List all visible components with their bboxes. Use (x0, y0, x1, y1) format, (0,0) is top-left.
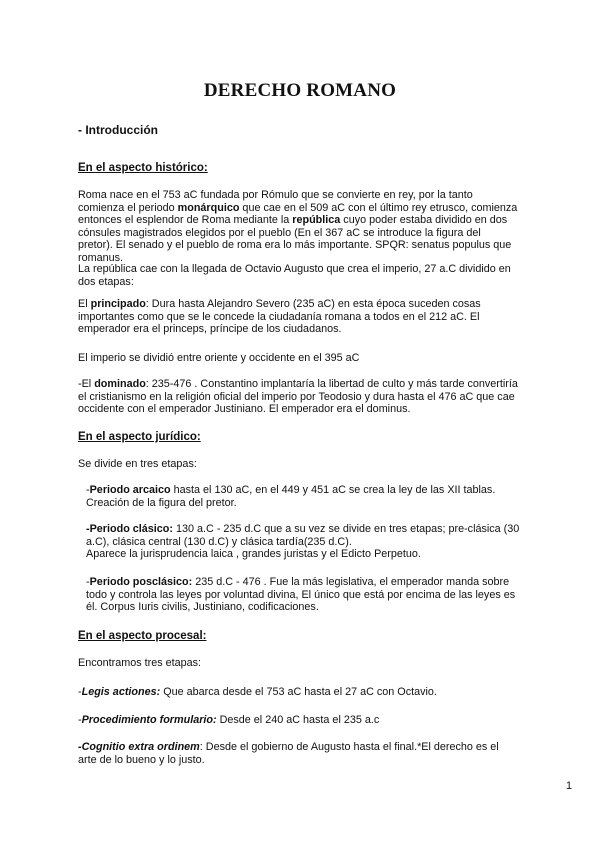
intro-heading: - Introducción (78, 123, 158, 137)
paragraph-historico-2: La república cae con la llegada de Octavio Augusto que crea el imperio, 27 a.C dividido en dos etapas: (78, 263, 511, 288)
paragraph-cognitio: -Cognitio extra ordinem: Desde el gobierno de Augusto hasta el final.*El derecho es el arte de lo bueno y lo justo. (78, 741, 499, 766)
paragraph-arcaico: -Periodo arcaico hasta el 130 aC, en el 449 y 451 aC se crea la ley de las XII tablas. Creación de la figura del pretor. (86, 484, 496, 509)
paragraph-historico-1: Roma nace en el 753 aC fundada por Rómulo que se convierte en rey, por la tanto comienza el periodo monárquico que cae en el 509 aC con el último rey etrusco, comienza entonces el esplendor de Roma mediante la república cuyo poder estaba dividido en dos cónsules magistrados elegidos por el pueblo (En el 367 aC se introduce la figura del pretor). El senado y el pueblo de roma era lo más importante. SPQR: senatus populus que romanus. (78, 189, 518, 264)
paragraph-clasico: -Periodo clásico: 130 a.C - 235 d.C que a su vez se divide en tres etapas; pre-clásica (30 a.C), clásica central (130 d.C) y clásica tardía(235 d.C). Aparece la jurisprudencia laica , grandes juristas y el Edicto Perpetuo. (86, 523, 520, 561)
term-dominado: dominado (94, 378, 146, 390)
page-number: 1 (566, 780, 573, 792)
term-procedimiento-formulario: Procedimiento formulario: (81, 714, 217, 726)
section-heading-procesal: En el aspecto procesal: (78, 630, 207, 642)
term-republica: república (292, 214, 341, 227)
term-cognitio-extra-ordinem: -Cognitio extra ordinem (78, 741, 200, 753)
paragraph-juridico-intro: Se divide en tres etapas: (78, 458, 197, 470)
section-heading-historico: En el aspecto histórico: (78, 162, 208, 174)
paragraph-dominado: -El dominado: 235-476 . Constantino implantaría la libertad de culto y más tarde convertiría el cristianismo en la religión oficial del imperio por Teodosio y dura hasta el 476 aC que cae occidente con el emperador Justiniano. El emperador era el dominus. (78, 378, 518, 416)
paragraph-principado: El principado: Dura hasta Alejandro Severo (235 aC) en esta época suceden cosas importantes como que se le concede la ciudadanía romana a todos en el 212 aC. El emperador era el princeps, príncipe de los ciudadanos. (78, 298, 481, 336)
paragraph-posclasico: -Periodo posclásico: 235 d.C - 476 . Fue la más legislativa, el emperador manda sobre todo y controla las leyes por voluntad divina, El único que está por encima de las leyes es él. Corpus Iuris civilis, Justiniano, codificaciones. (86, 576, 516, 614)
term-periodo-arcaico: Periodo arcaico (89, 484, 171, 496)
section-heading-juridico: En el aspecto jurídico: (78, 431, 201, 443)
paragraph-formulario: -Procedimiento formulario: Desde el 240 aC hasta el 235 a.c (78, 714, 380, 726)
term-periodo-posclasico: Periodo posclásico: (89, 576, 193, 588)
term-legis-actiones: Legis actiones: (81, 686, 161, 698)
term-monarquico: monárquico (177, 201, 240, 214)
term-periodo-clasico: -Periodo clásico: (86, 523, 173, 535)
paragraph-legis-actiones: -Legis actiones: Que abarca desde el 753 aC hasta el 27 aC con Octavio. (78, 686, 437, 698)
term-principado: principado (90, 298, 146, 310)
paragraph-procesal-intro: Encontramos tres etapas: (78, 657, 202, 669)
paragraph-division: El imperio se dividió entre oriente y occidente en el 395 aC (78, 352, 360, 364)
document-title: DERECHO ROMANO (203, 80, 397, 101)
